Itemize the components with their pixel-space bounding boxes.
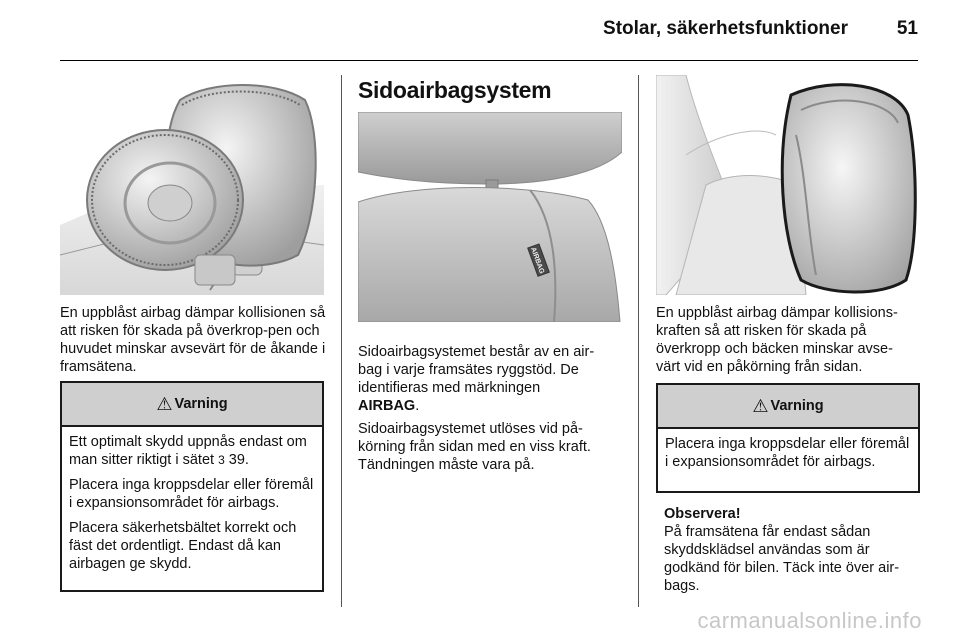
middle-paragraph-1: Sidoairbagsystemet består av en air- bag i varje framsätes ryggstöd. De identifieras med märkningen AIRBAG. xyxy=(358,344,595,414)
page-number: 51 xyxy=(896,18,918,39)
warning-item-2: Placera inga kroppsdelar eller föremål i expansionsområdet för airbags. xyxy=(69,477,314,511)
seat-airbag-tag: AIRBAG xyxy=(529,246,546,275)
seat-airbag-label-graphic xyxy=(358,112,622,322)
warning-item-3: Placera säkerhetsbältet korrekt och fäst det ordentligt. Endast då kan airbagen ge skydd. xyxy=(69,520,297,572)
front-airbag-illustration xyxy=(60,75,324,295)
header-rule xyxy=(60,60,918,61)
side-airbag-illustration-graphic xyxy=(656,75,920,295)
cross-reference-icon: 3 xyxy=(218,453,225,467)
warning-triangle-icon: ⚠ xyxy=(752,395,769,416)
page-title: Stolar, säkerhetsfunktioner xyxy=(603,18,848,39)
seat-airbag-label-illustration xyxy=(358,112,622,322)
warning-box-right xyxy=(656,383,920,493)
warning-header-left xyxy=(62,383,322,427)
right-paragraph: En uppblåst airbag dämpar kollisions- kraften så att risken för skada på överkropp och bäcken minskar avse- värt vid en påkörning från sidan. xyxy=(656,305,898,375)
column-divider-left xyxy=(341,75,342,607)
warning-header-right xyxy=(658,385,918,429)
airbag-marking: AIRBAG xyxy=(358,398,416,414)
note-block: Observera! På framsätena får endast sådan skyddsklädsel användas som är godkänd för bilen. Täck inte över air- bags. xyxy=(664,505,928,595)
warning-right-text: Placera inga kroppsdelar eller föremål i expansionsområdet för airbags. xyxy=(665,436,910,470)
warning-title-left: Varning xyxy=(174,396,228,412)
warning-body-right xyxy=(658,429,918,477)
warning-body-left xyxy=(62,427,322,579)
warning-title-right: Varning xyxy=(770,398,824,414)
front-airbag-illustration-graphic xyxy=(60,75,324,295)
note-title: Observera! xyxy=(664,506,741,522)
warning-item-1: Ett optimalt skydd uppnås endast om man sitter riktigt i sätet 3 39. xyxy=(69,434,307,468)
cross-reference-page: 39. xyxy=(228,452,249,468)
column-divider-right xyxy=(638,75,639,607)
middle-paragraph-2: Sidoairbagsystemet utlöses vid på- körning från sidan med en viss kraft. Tändningen måste vara på. xyxy=(358,421,591,473)
warning-triangle-icon: ⚠ xyxy=(156,393,173,414)
section-title: Sidoairbagsystem xyxy=(358,77,552,103)
left-paragraph: En uppblåst airbag dämpar kollisionen så att risken för skada på överkrop-pen och huvudet minskar avsevärt för de åkande i framsätena. xyxy=(60,305,326,375)
warning-box-left xyxy=(60,381,324,592)
watermark: carmanualsonline.info xyxy=(697,608,922,633)
side-airbag-illustration xyxy=(656,75,920,295)
